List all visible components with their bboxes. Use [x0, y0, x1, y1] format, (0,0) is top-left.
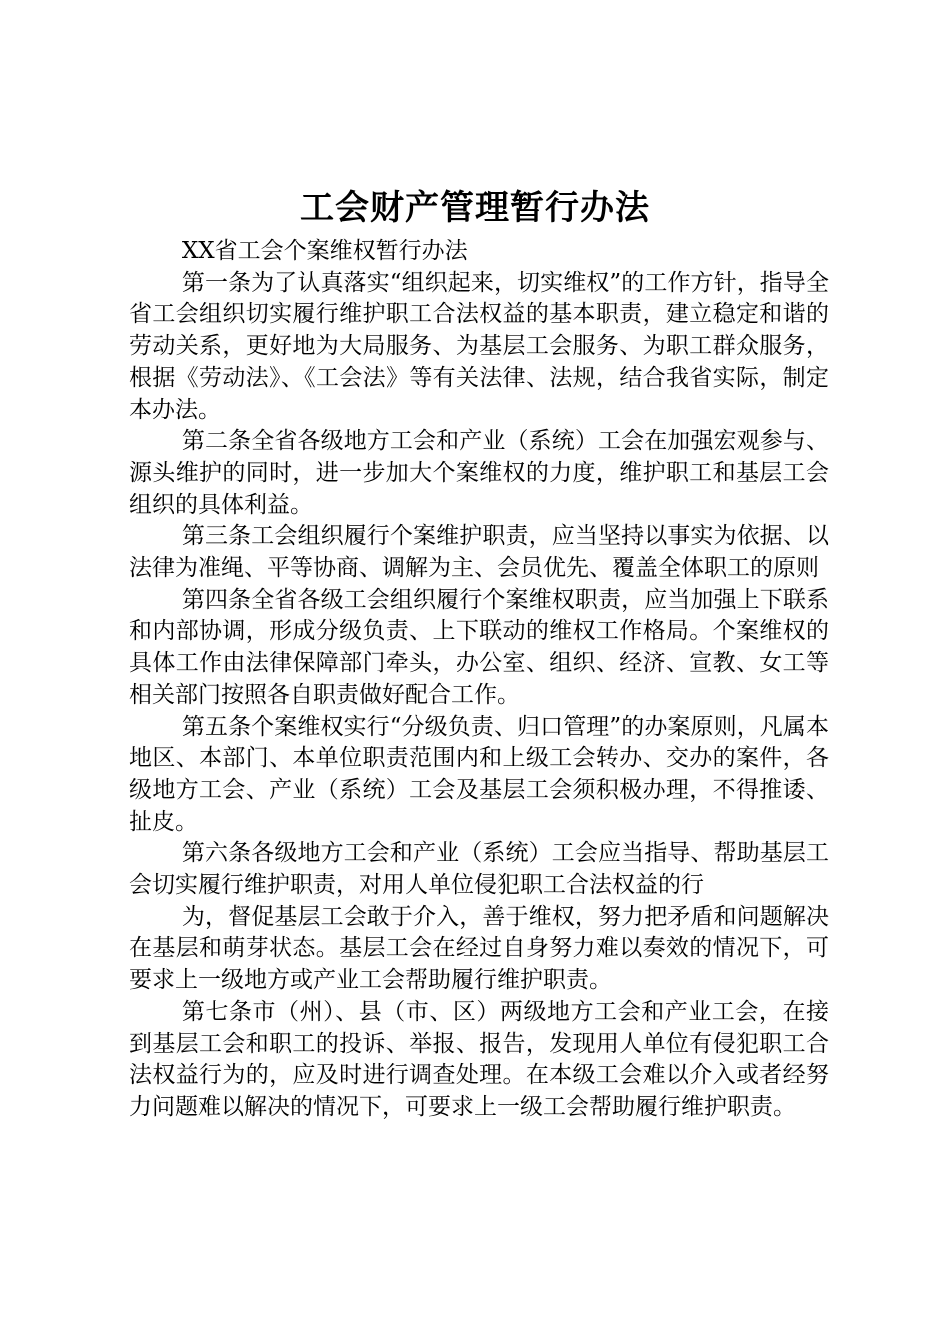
document-body [129, 236, 829, 1124]
paragraph-article-7: 第七条市（州）、县（市、区）两级地方工会和产业工会，在接到基层工会和职工的投诉、举报、报告，发现用人单位有侵犯职工合法权益行为的，应及时进行调查处理。在本级工会难以介入或者经努力问题难以解决的情况下，可要求上一级工会帮助履行维护职责。 [129, 998, 829, 1120]
paragraph-article-2: 第二条全省各级地方工会和产业（系统）工会在加强宏观参与、源头维护的同时，进一步加大个案维权的力度，维护职工和基层工会组织的具体利益。 [129, 428, 829, 518]
paragraph-article-6: 第六条各级地方工会和产业（系统）工会应当指导、帮助基层工会切实履行维护职责，对用人单位侵犯职工合法权益的行 [129, 840, 829, 899]
paragraph-subtitle: XX省工会个案维权暂行办法 [181, 238, 468, 264]
paragraph-article-4: 第四条全省各级工会组织履行个案维权职责，应当加强上下联系和内部协调，形成分级负责、上下联动的维权工作格局。个案维权的具体工作由法律保障部门牵头，办公室、组织、经济、宣教、女工等相关部门按照各自职责做好配合工作。 [129, 586, 829, 708]
paragraph-article-1: 第一条为了认真落实“组织起来，切实维权”的工作方针，指导全省工会组织切实履行维护职工合法权益的基本职责，建立稳定和谐的劳动关系，更好地为大局服务、为基层工会服务、为职工群众服务，根据《劳动法》、《工会法》等有关法律、法规，结合我省实际，制定本办法。 [129, 269, 829, 423]
paragraph-article-3: 第三条工会组织履行个案维护职责，应当坚持以事实为依据、以法律为准绳、平等协商、调解为主、会员优先、覆盖全体职工的原则 [129, 523, 829, 582]
paragraph-article-5: 第五条个案维权实行“分级负责、归口管理”的办案原则，凡属本地区、本部门、本单位职责范围内和上级工会转办、交办的案件，各级地方工会、产业（系统）工会及基层工会须积极办理，不得推诿、扯皮。 [129, 713, 829, 835]
paragraph-article-6-continued: 为，督促基层工会敢于介入，善于维权，努力把矛盾和问题解决在基层和萌芽状态。基层工会在经过自身努力难以奏效的情况下，可要求上一级地方或产业工会帮助履行维护职责。 [129, 903, 829, 994]
page-title: 工会财产管理暂行办法 [300, 188, 650, 228]
